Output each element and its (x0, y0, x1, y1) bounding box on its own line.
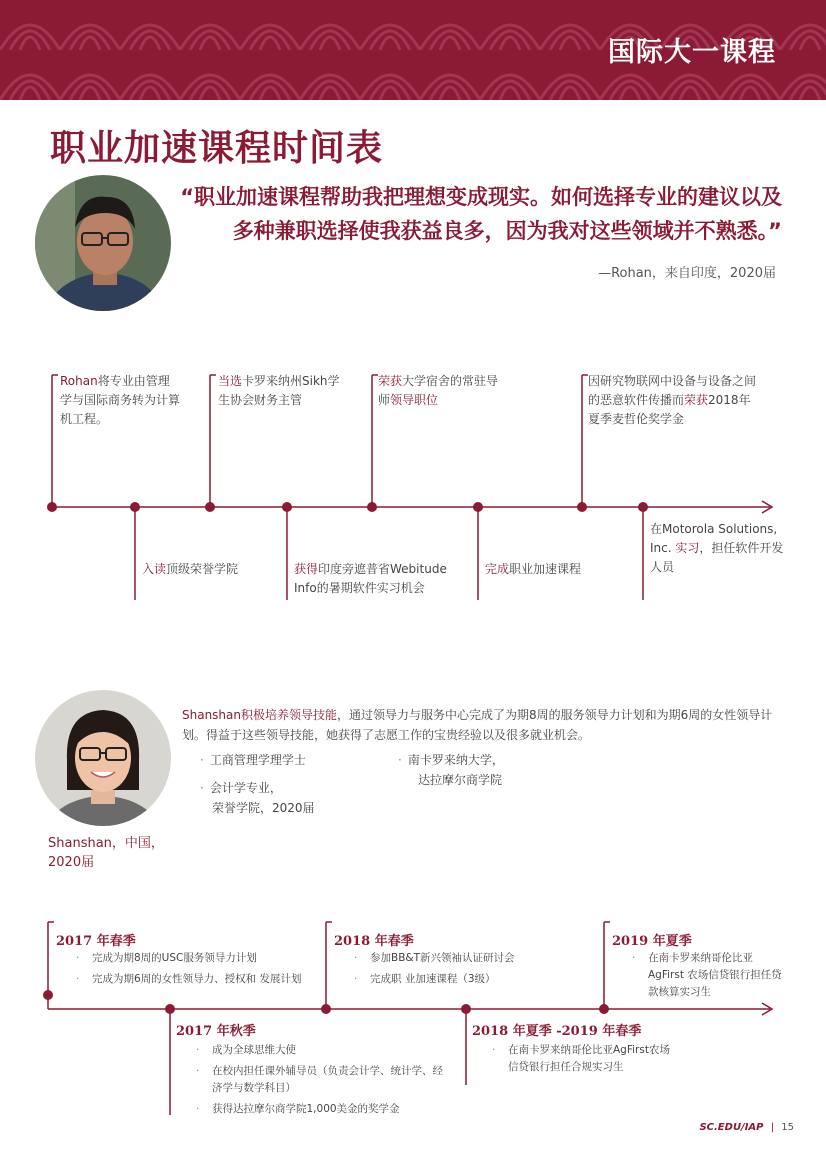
quote-text: “职业加速课程帮助我把理想变成现实。如何选择专业的建议以及多种兼职选择使我获益良多，因为我对这些领域并不熟悉。” (180, 185, 782, 243)
event-motorola-internship: 在Motorola Solutions, Inc. 实习，担任软件开发人员 (650, 522, 784, 574)
degrees-right: · 南卡罗来纳大学， 达拉摩尔商学院 (398, 753, 504, 787)
season-summer-2019-items: · 在南卡罗来纳哥伦比亚 AgFirst 农场信贷银行担任贷款核算实习生 (630, 950, 790, 1001)
avatar-rohan (35, 175, 171, 311)
event-career-accelerator: 完成职业加速课程 (485, 562, 582, 576)
season-spring-2017: 2017 年春季 (56, 934, 136, 949)
event-major-change: Rohan将专业由管理学与国际商务转为计算机工程。 (60, 374, 181, 426)
season-fall-2017: 2017 年秋季 (176, 1024, 256, 1039)
banner-title: 国际大一课程 (608, 37, 776, 68)
event-sikh-treasurer: 当选卡罗来纳州Sikh学生协会财务主管 (218, 374, 340, 407)
season-fall-2017-items: · 成为全球思维大使 · 在校内担任课外辅导员（负责会计学、统计学、经济学与数学科目） · 获得达拉摩尔商学院1,000美金的奖学金 (194, 1042, 444, 1118)
shanshan-caption: Shanshan，中国， 2020届 (48, 836, 164, 870)
season-spring-2018: 2018 年春季 (334, 934, 414, 949)
page-title: 职业加速课程时间表 (50, 128, 384, 169)
season-summer-2018-items: · 在南卡罗来纳哥伦比亚AgFirst农场信贷银行担任合规实习生 (490, 1042, 670, 1076)
season-spring-2018-items: · 参加BB&T新兴领袖认证研讨会 · 完成职 业加速课程（3级） (352, 950, 572, 988)
avatar-shanshan (35, 690, 171, 826)
season-summer-2018-spring-2019: 2018 年夏季 -2019 年春季 (472, 1024, 642, 1039)
event-webitude-internship: 获得印度旁遮普省Webitude Info的暑期软件实习机会 (294, 562, 447, 595)
footer-site-link[interactable]: SC.EDU/IAP (699, 1122, 764, 1133)
event-resident-mentor: 荣获大学宿舍的常驻导师领导职位 (378, 374, 499, 407)
page-number: 15 (781, 1122, 794, 1133)
event-magellan-scholarship: 因研究物联网中设备与设备之间的恶意软件传播而荣获2018年夏季麦哲伦奖学金 (588, 374, 757, 426)
quote-source: —Rohan，来自印度，2020届 (598, 266, 776, 281)
season-summer-2019: 2019 年夏季 (612, 934, 692, 949)
season-spring-2017-items: · 完成为期8周的USC服务领导力计划 · 完成为期6周的女性领导力、授权和 发展计划 (74, 950, 304, 988)
shanshan-profile: Shanshan积极培养领导技能，通过领导力与服务中心完成了为期8周的服务领导力计划和为期6周的女性领导计划。得益于这些领导技能，她获得了志愿工作的宝贵经验以及很多就业机会。 (182, 708, 773, 742)
page-footer: SC.EDU/IAP | 15 (699, 1122, 794, 1133)
event-honors-college: 入读顶级荣誉学院 (142, 562, 239, 576)
header-banner (0, 0, 826, 100)
degrees-left: · 工商管理学理学士 · 会计学专业， 荣誉学院，2020届 (200, 753, 315, 815)
